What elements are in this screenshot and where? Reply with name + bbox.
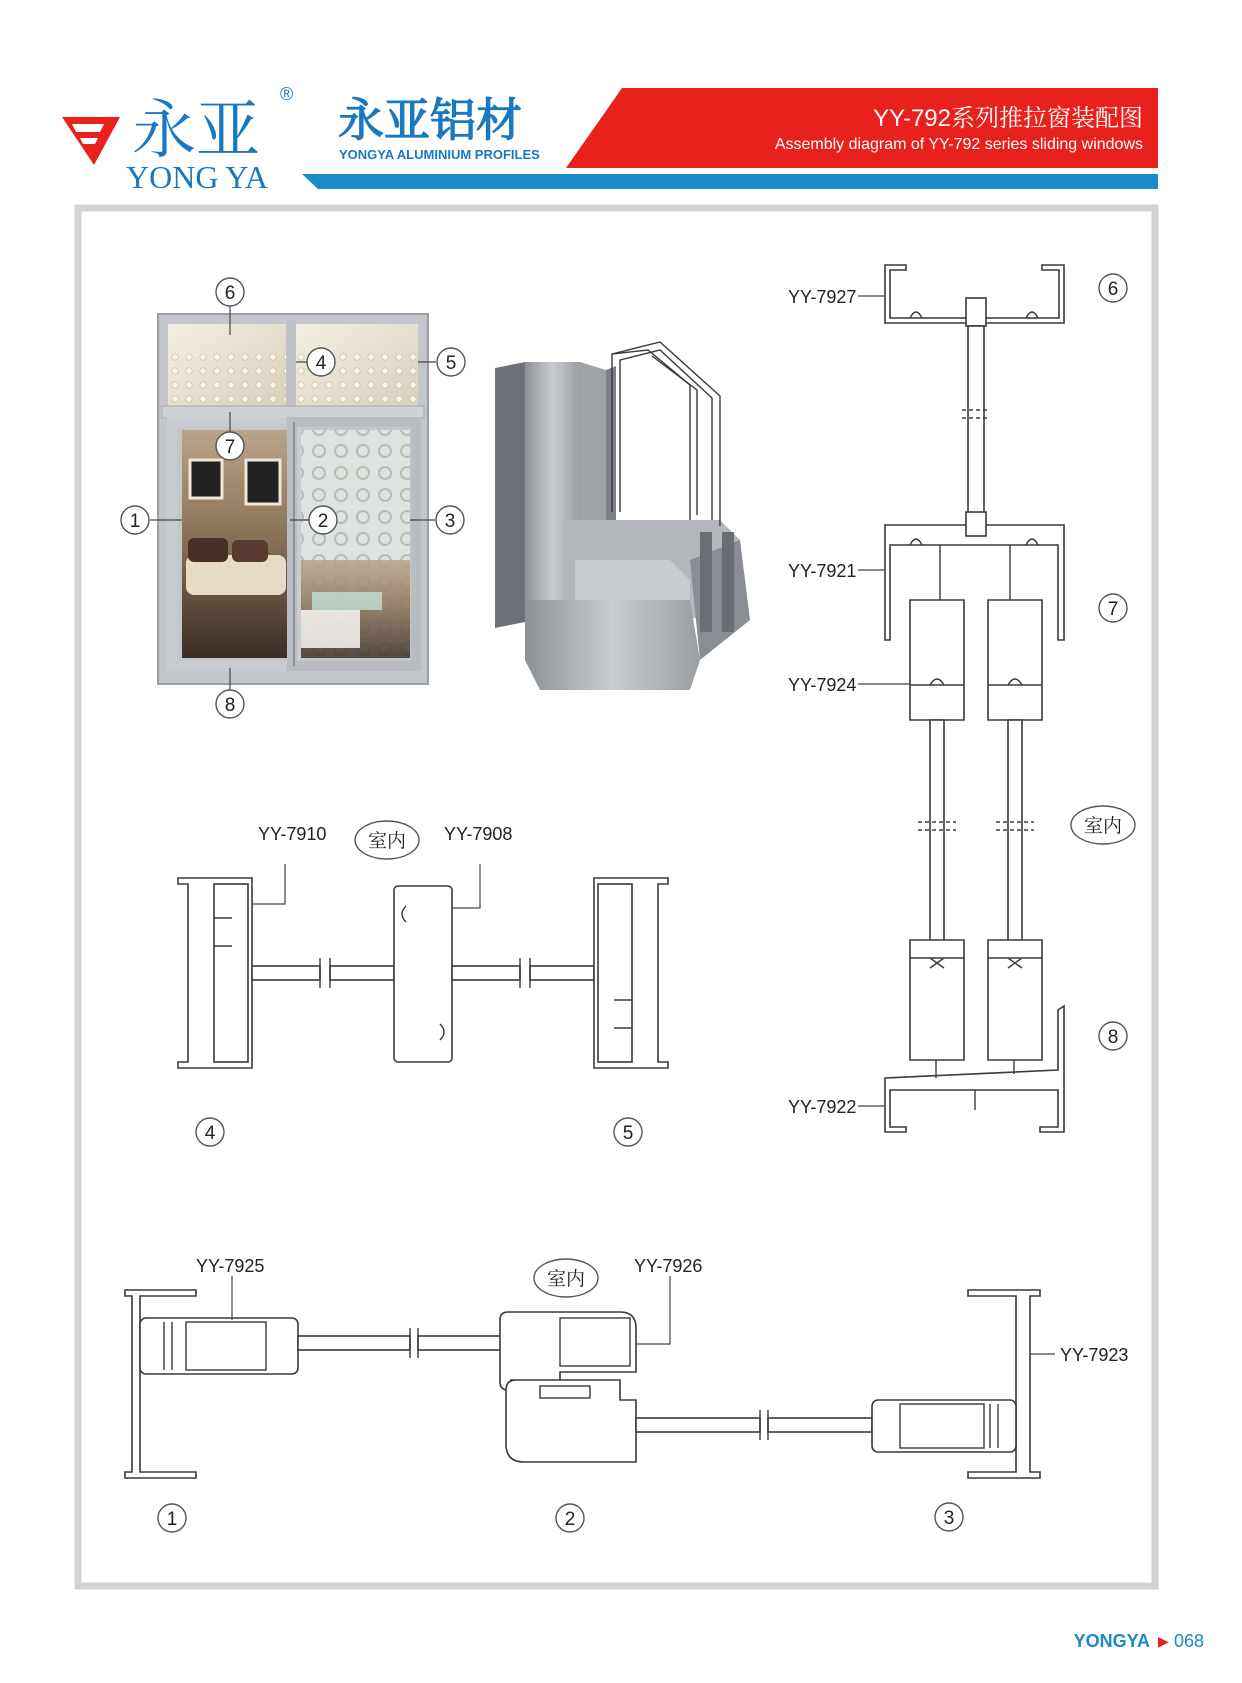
callout-2-section	[556, 1504, 584, 1532]
header	[62, 84, 1158, 195]
label-yy-7927: YY-7927	[788, 287, 857, 307]
callout-7-photo	[216, 432, 244, 460]
logo-english: YONG YA	[126, 159, 268, 195]
window-photo	[158, 314, 428, 684]
svg-text:4: 4	[204, 1123, 216, 1144]
logo-chinese: 永亚	[132, 94, 260, 168]
callout-1-section	[158, 1504, 186, 1532]
svg-text:8: 8	[224, 695, 236, 716]
indoor-badge-vertical	[1071, 806, 1135, 844]
footer	[1074, 1631, 1204, 1651]
brand-title: 永亚铝材	[338, 94, 522, 146]
registered-mark: ®	[280, 84, 294, 104]
callout-5-section	[614, 1118, 642, 1146]
svg-text:1: 1	[129, 511, 141, 532]
header-blue-stripe	[302, 174, 1158, 189]
svg-text:2: 2	[317, 511, 329, 532]
page-title: YY-792系列推拉窗装配图	[873, 105, 1143, 132]
profile-yy-7910-left	[178, 878, 252, 1068]
callout-7-section	[1099, 594, 1127, 622]
footer-brand: YONGYA	[1073, 1631, 1150, 1651]
svg-text:5: 5	[622, 1123, 634, 1144]
callout-2-photo	[309, 506, 337, 534]
callout-6-photo	[216, 278, 244, 306]
page-number: 068	[1174, 1631, 1205, 1651]
svg-text:6: 6	[224, 283, 236, 304]
callout-3-section	[935, 1503, 963, 1531]
label-yy-7925: YY-7925	[196, 1256, 265, 1276]
svg-text:2: 2	[564, 1509, 576, 1530]
svg-text:8: 8	[1107, 1027, 1119, 1048]
callout-4-section	[196, 1118, 224, 1146]
footer-arrow-icon: ▶	[1158, 1633, 1169, 1649]
label-yy-7923: YY-7923	[1060, 1345, 1129, 1365]
indoor-badge-transom	[355, 821, 419, 859]
svg-text:5: 5	[445, 353, 457, 374]
label-yy-7908: YY-7908	[444, 824, 513, 844]
label-yy-7910: YY-7910	[258, 824, 327, 844]
label-yy-7924: YY-7924	[788, 675, 857, 695]
svg-text:室内: 室内	[367, 831, 407, 852]
callout-5-photo	[437, 348, 465, 376]
callout-8-photo	[216, 690, 244, 718]
svg-text:3: 3	[444, 511, 456, 532]
callout-8-section	[1099, 1022, 1127, 1050]
svg-text:3: 3	[943, 1508, 955, 1529]
svg-text:7: 7	[224, 437, 236, 458]
brand-subtitle: YONGYA ALUMINIUM PROFILES	[339, 147, 540, 162]
svg-text:7: 7	[1107, 599, 1119, 620]
company-logo	[62, 84, 293, 195]
label-yy-7921: YY-7921	[788, 561, 857, 581]
callout-6-section	[1099, 274, 1127, 302]
indoor-badge-bottom	[534, 1259, 598, 1297]
label-yy-7922: YY-7922	[788, 1097, 857, 1117]
callout-3-photo	[436, 506, 464, 534]
page-subtitle: Assembly diagram of YY-792 series sliding windows	[774, 136, 1143, 153]
svg-text:4: 4	[315, 353, 327, 374]
svg-text:室内: 室内	[1083, 816, 1123, 837]
svg-text:室内: 室内	[546, 1269, 586, 1290]
profile-yy-7910-right	[594, 878, 668, 1068]
callout-1-photo	[121, 506, 149, 534]
callout-4-photo	[307, 348, 335, 376]
label-yy-7926: YY-7926	[634, 1256, 703, 1276]
svg-text:1: 1	[166, 1509, 178, 1530]
profile-yy-7908	[394, 886, 452, 1062]
svg-text:6: 6	[1107, 279, 1119, 300]
profile-yy-7926	[500, 1312, 636, 1462]
